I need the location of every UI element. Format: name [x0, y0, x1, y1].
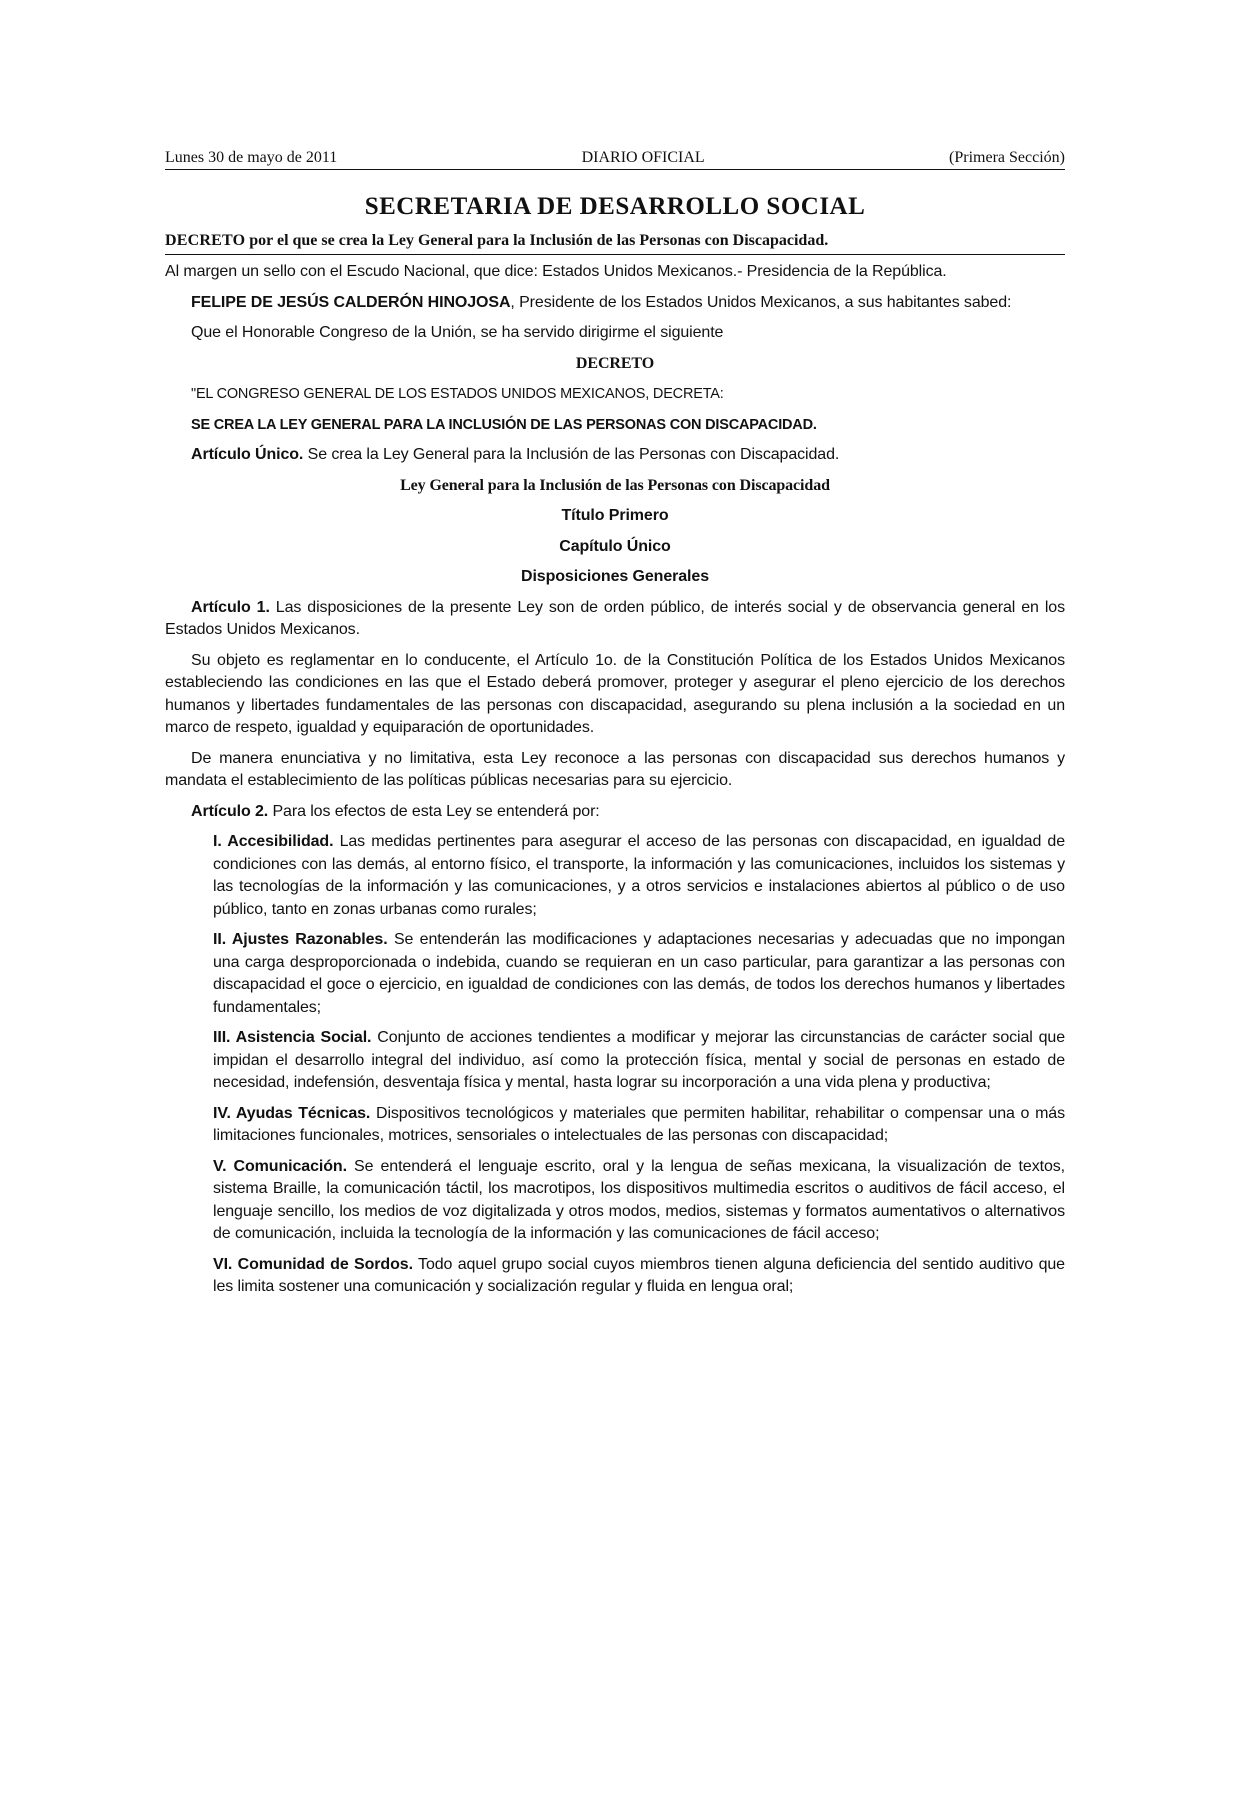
capitulo-heading: Capítulo Único	[559, 537, 671, 555]
definition-text: Conjunto de acciones tendientes a modificar y mejorar las circunstancias de carácter social que impidan el desarrollo integral del individuo, así como la protección física, mental y social de personas en estado de necesidad, indefensión, desventaja física y mental, hasta lograr su incorporación a una vida plena y productiva;	[213, 1029, 1065, 1091]
president-name: FELIPE DE JESÚS CALDERÓN HINOJOSA	[191, 293, 511, 311]
articulo-1-label: Artículo 1.	[191, 598, 270, 616]
definition-term: II. Ajustes Razonables.	[213, 931, 388, 948]
margin-note: Al margen un sello con el Escudo Nacional, que dice: Estados Unidos Mexicanos.- Presidencia de la República.	[165, 263, 947, 280]
articulo-2-text: Para los efectos de esta Ley se entenderá por:	[268, 802, 600, 820]
definition-item	[213, 1027, 1065, 1095]
president-rest: , Presidente de los Estados Unidos Mexicanos, a sus habitantes sabed:	[510, 293, 1012, 311]
definition-term: IV. Ayudas Técnicas.	[213, 1104, 371, 1122]
decree-title	[165, 230, 1065, 255]
decree-title-keyword: DECRETO	[165, 232, 246, 249]
definition-text: Se entenderán las modificaciones y adaptaciones necesarias y adecuadas que no impongan una carga desproporcionada o indebida, cuando se requieran en un caso particular, para garantizar a las personas con discapacidad el goce o ejercicio, en igualdad de condiciones con las demás, de todos los derechos humanos y libertades fundamentales;	[213, 931, 1065, 1016]
definition-text: Se entenderá el lenguaje escrito, oral y la lengua de señas mexicana, la visualización de textos, sistema Braille, la comunicación táctil, los macrotipos, los dispositivos multimedia escritos o auditivos de fácil acceso, el lenguaje sencillo, los medios de voz digitalizada y otros modos, medios, sistemas y formatos aumentativos o alternativos de comunicación, incluida la tecnología de la información y las comunicaciones de fácil acceso;	[213, 1157, 1065, 1242]
articulo-unico-text: Se crea la Ley General para la Inclusión de las Personas con Discapacidad.	[303, 446, 840, 463]
header-date: Lunes 30 de mayo de 2011	[165, 149, 338, 166]
definition-text: Dispositivos tecnológicos y materiales que permiten habilitar, rehabilitar o compensar una o más limitaciones funcionales, motrices, sensoriales o intelectuales de las personas con discapacidad;	[213, 1104, 1065, 1144]
se-crea-line: SE CREA LA LEY GENERAL PARA LA INCLUSIÓN DE LAS PERSONAS CON DISCAPACIDAD.	[191, 416, 817, 433]
definition-term: VI. Comunidad de Sordos.	[213, 1255, 413, 1273]
definition-term: I. Accesibilidad.	[213, 833, 334, 850]
definition-item	[213, 929, 1065, 1019]
definition-item	[213, 1103, 1065, 1148]
articulo-unico-label: Artículo Único.	[191, 446, 304, 463]
definition-item	[213, 1254, 1065, 1299]
document-page	[165, 148, 1065, 1299]
decreto-heading: DECRETO	[575, 354, 655, 372]
definition-term: V. Comunicación.	[213, 1157, 347, 1175]
titulo-heading: Título Primero	[561, 507, 669, 524]
law-title: Ley General para la Inclusión de las Personas con Discapacidad	[400, 476, 830, 494]
running-header	[165, 148, 1065, 170]
articulo-2-label: Artículo 2.	[191, 802, 269, 820]
articulo-1	[165, 597, 1065, 642]
enunciativa-paragraph: De manera enunciativa y no limitativa, esta Ley reconoce a las personas con discapacidad sus derechos humanos y mandata el establecimiento de las políticas públicas necesarias para su ejercicio.	[165, 749, 1065, 789]
header-section: (Primera Sección)	[949, 149, 1065, 166]
president-paragraph	[165, 292, 1065, 315]
definition-term: III. Asistencia Social.	[213, 1029, 372, 1046]
definition-item	[213, 1156, 1065, 1246]
definition-text: Las medidas pertinentes para asegurar el acceso de las personas con discapacidad, en igualdad de condiciones con las demás, al entorno físico, el transporte, la información y las comunicaciones, incluidos los sistemas y las tecnologías de la información y las comunicaciones, y a otros servicios e instalaciones abiertos al público o de uso público, tanto en zonas urbanas como rurales;	[213, 833, 1065, 918]
articulo-1-text: Las disposiciones de la presente Ley son de orden público, de interés social y de observancia general en los Estados Unidos Mexicanos.	[165, 598, 1066, 638]
articulo-unico	[165, 444, 1065, 467]
definition-item	[213, 831, 1065, 921]
disposiciones-heading: Disposiciones Generales	[520, 568, 709, 585]
objeto-paragraph: Su objeto es reglamentar en lo conducente, el Artículo 1o. de la Constitución Política de los Estados Unidos Mexicanos estableciendo las condiciones en las que el Estado deberá promover, proteger y asegurar el pleno ejercicio de los derechos humanos y libertades fundamentales de las personas con discapacidad, asegurando su plena inclusión a la sociedad en un marco de respeto, igualdad y equiparación de oportunidades.	[165, 651, 1065, 736]
articulo-2	[165, 801, 1065, 824]
decree-title-rest: por el que se crea la Ley General para la Inclusión de las Personas con Discapacidad.	[245, 232, 829, 249]
definition-text: Todo aquel grupo social cuyos miembros tienen alguna deficiencia del sentido auditivo que les limita sostener una comunicación y socialización regular y fluida en lengua oral;	[213, 1255, 1065, 1295]
secretaria-heading: SECRETARIA DE DESARROLLO SOCIAL	[364, 193, 866, 220]
congreso-decreta: "EL CONGRESO GENERAL DE LOS ESTADOS UNIDOS MEXICANOS, DECRETA:	[191, 386, 724, 402]
congress-line: Que el Honorable Congreso de la Unión, se ha servido dirigirme el siguiente	[191, 324, 724, 341]
header-publication: DIARIO OFICIAL	[581, 149, 705, 166]
